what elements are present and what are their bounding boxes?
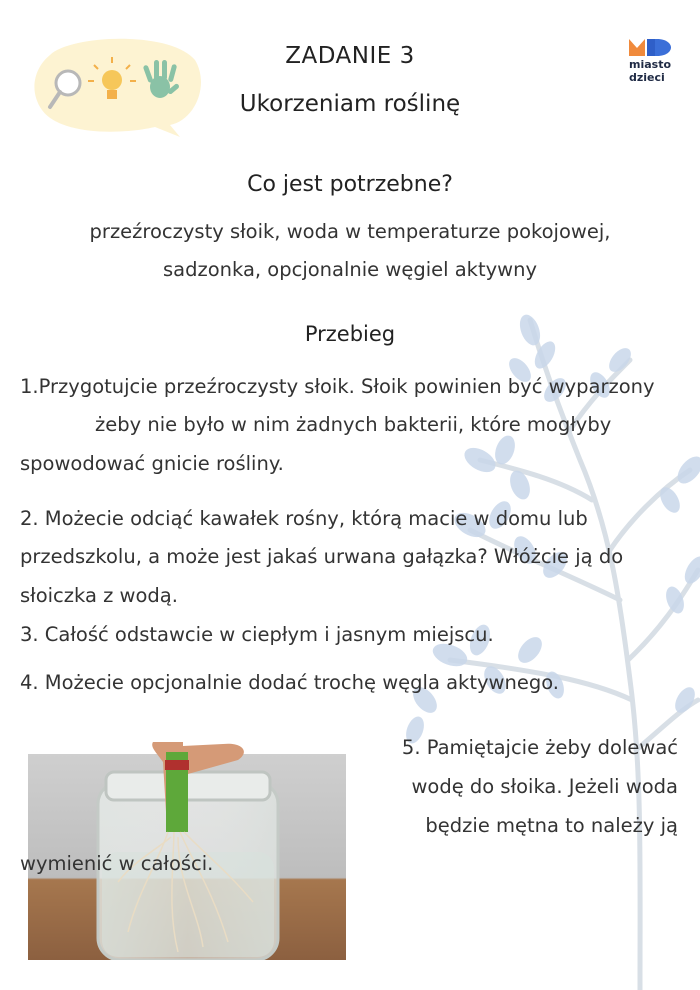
logo-text-1: miasto (629, 58, 672, 71)
logo-text-2: dzieci (629, 71, 665, 84)
needed-line-1: przeźroczysty słoik, woda w temperaturze pokojowej, (89, 220, 611, 243)
page-title: ZADANIE 3 (285, 43, 415, 69)
procedure-heading: Przebieg (304, 322, 396, 346)
step-5-line-4: wymienić w całości. (20, 852, 214, 875)
step-1-line-2: żeby nie było w nim żadnych bakterii, które mogłyby (95, 413, 612, 436)
step-5-line-3: będzie mętna to należy ją (425, 814, 678, 837)
jar-photo (28, 742, 346, 960)
needed-line-2: sadzonka, opcjonalnie węgiel aktywny (162, 258, 537, 281)
step-1-line-3: spowodować gnicie rośliny. (20, 452, 284, 475)
step-1-line-1: 1.Przygotujcie przeźroczysty słoik. Słoik powinien być wyparzony (20, 375, 655, 398)
step-4: 4. Możecie opcjonalnie dodać trochę węgla aktywnego. (20, 671, 559, 694)
step-3: 3. Całość odstawcie w ciepłym i jasnym miejscu. (20, 623, 494, 646)
needed-list (0, 213, 700, 289)
step-2-line-2: przedszkolu, a może jest jakaś urwana gałązka? Włóżcie ją do (20, 545, 624, 568)
needed-heading: Co jest potrzebne? (247, 172, 453, 197)
step-2-line-1: 2. Możecie odciąć kawałek rośny, którą macie w domu lub (20, 507, 588, 530)
step-5-line-2: wodę do słoika. Jeżeli woda (411, 775, 678, 798)
step-5-line-1: 5. Pamiętajcie żeby dolewać (401, 736, 678, 759)
step-2-line-3: słoiczka z wodą. (20, 584, 178, 607)
page-subtitle: Ukorzeniam roślinę (239, 91, 461, 117)
